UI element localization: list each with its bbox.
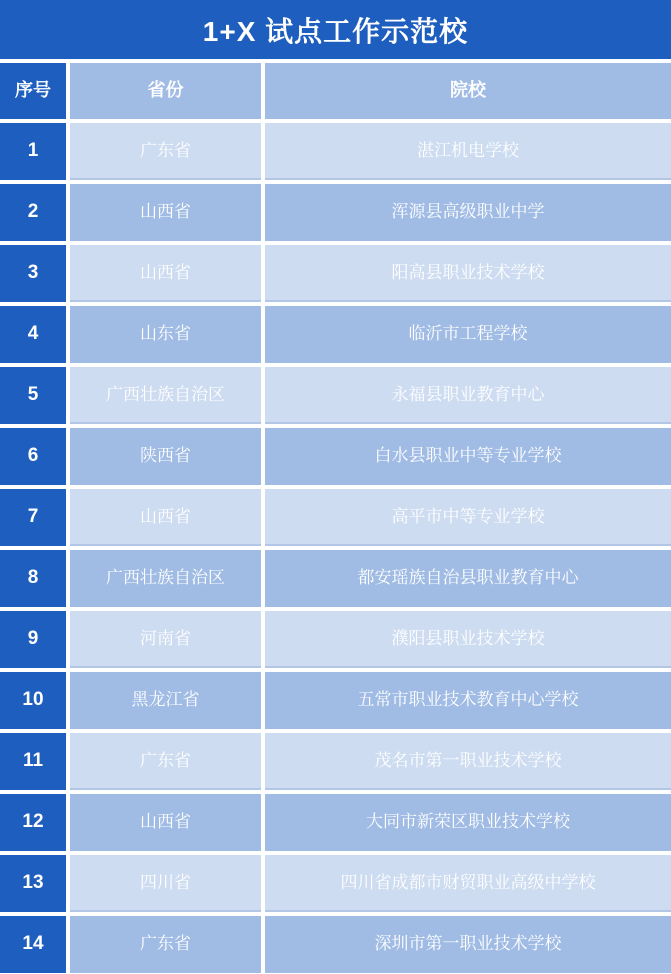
serial-cell: 8 bbox=[0, 550, 66, 607]
serial-cell: 6 bbox=[0, 428, 66, 485]
province-cell: 四川省 bbox=[70, 855, 261, 912]
province-cell: 山西省 bbox=[70, 794, 261, 851]
school-cell: 永福县职业教育中心 bbox=[265, 367, 671, 424]
school-cell: 深圳市第一职业技术学校 bbox=[265, 916, 671, 973]
province-cell: 广西壮族自治区 bbox=[70, 550, 261, 607]
school-header-cell: 院校 bbox=[265, 63, 671, 119]
school-cell: 大同市新荣区职业技术学校 bbox=[265, 794, 671, 851]
school-cell: 濮阳县职业技术学校 bbox=[265, 611, 671, 668]
serial-cell: 13 bbox=[0, 855, 66, 912]
school-cell: 湛江机电学校 bbox=[265, 123, 671, 180]
school-cell: 白水县职业中等专业学校 bbox=[265, 428, 671, 485]
province-cell: 陕西省 bbox=[70, 428, 261, 485]
school-cell: 临沂市工程学校 bbox=[265, 306, 671, 363]
serial-cell: 2 bbox=[0, 184, 66, 241]
province-cell: 山东省 bbox=[70, 306, 261, 363]
school-cell: 都安瑶族自治县职业教育中心 bbox=[265, 550, 671, 607]
serial-cell: 3 bbox=[0, 245, 66, 302]
province-cell: 黑龙江省 bbox=[70, 672, 261, 729]
serial-cell: 7 bbox=[0, 489, 66, 546]
school-cell: 阳高县职业技术学校 bbox=[265, 245, 671, 302]
province-cell: 山西省 bbox=[70, 245, 261, 302]
school-cell: 茂名市第一职业技术学校 bbox=[265, 733, 671, 790]
serial-cell: 1 bbox=[0, 123, 66, 180]
school-cell: 高平市中等专业学校 bbox=[265, 489, 671, 546]
serial-cell: 11 bbox=[0, 733, 66, 790]
province-cell: 广西壮族自治区 bbox=[70, 367, 261, 424]
serial-cell: 4 bbox=[0, 306, 66, 363]
province-cell: 山西省 bbox=[70, 489, 261, 546]
serial-cell: 14 bbox=[0, 916, 66, 973]
serial-cell: 10 bbox=[0, 672, 66, 729]
page-title: 1+X 试点工作示范校 bbox=[0, 0, 671, 59]
province-cell: 山西省 bbox=[70, 184, 261, 241]
province-cell: 广东省 bbox=[70, 123, 261, 180]
serial-cell: 9 bbox=[0, 611, 66, 668]
province-header-cell: 省份 bbox=[70, 63, 261, 119]
school-cell: 四川省成都市财贸职业高级中学校 bbox=[265, 855, 671, 912]
serial-cell: 12 bbox=[0, 794, 66, 851]
school-cell: 五常市职业技术教育中心学校 bbox=[265, 672, 671, 729]
serial-cell: 5 bbox=[0, 367, 66, 424]
province-cell: 广东省 bbox=[70, 733, 261, 790]
schools-table bbox=[0, 63, 671, 973]
serial-header-cell: 序号 bbox=[0, 63, 66, 119]
school-cell: 浑源县高级职业中学 bbox=[265, 184, 671, 241]
province-cell: 河南省 bbox=[70, 611, 261, 668]
province-cell: 广东省 bbox=[70, 916, 261, 973]
